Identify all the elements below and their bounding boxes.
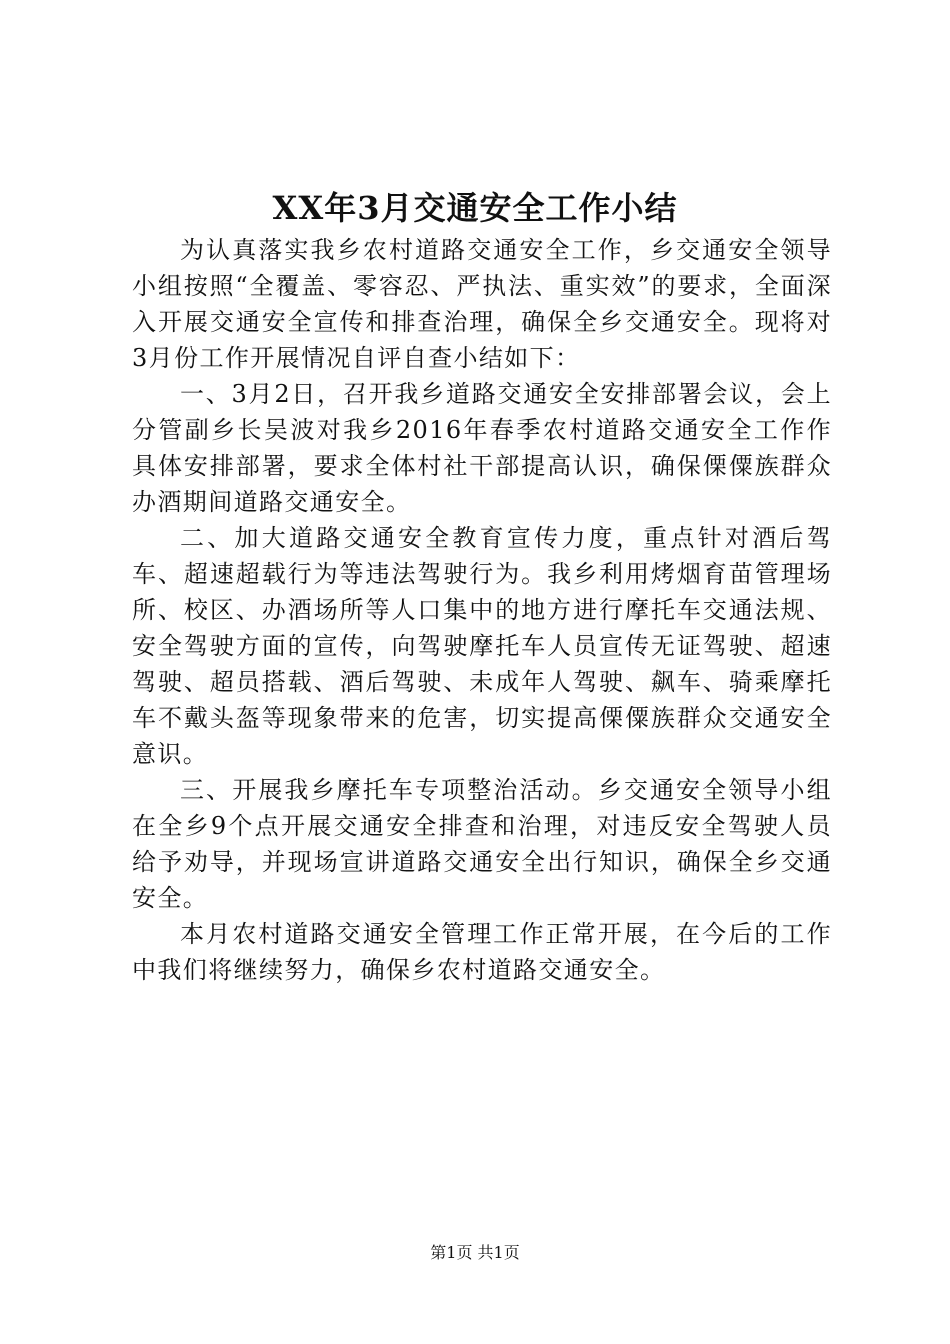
paragraph-item-3: 三、开展我乡摩托车专项整治活动。乡交通安全领导小组在全乡9个点开展交通安全排查和治理，对违反安全驾驶人员给予劝导，并现场宣讲道路交通安全出行知识，确保全乡交通安全。 <box>132 776 832 912</box>
paragraph-intro: 为认真落实我乡农村道路交通安全工作，乡交通安全领导小组按照“全覆盖、零容忍、严执法、重实效”的要求，全面深入开展交通安全宣传和排查治理，确保全乡交通安全。现将对3月份工作开展情况自评自查小结如下： <box>132 236 832 372</box>
paragraph-conclusion: 本月农村道路交通安全管理工作正常开展，在今后的工作中我们将继续努力，确保乡农村道路交通安全。 <box>132 920 832 984</box>
page-number-footer: 第1页 共1页 <box>430 1243 520 1262</box>
document-title: XX年3月交通安全工作小结 <box>272 189 678 227</box>
paragraph-item-2: 二、加大道路交通安全教育宣传力度，重点针对酒后驾车、超速超载行为等违法驾驶行为。我乡利用烤烟育苗管理场所、校区、办酒场所等人口集中的地方进行摩托车交通法规、安全驾驶方面的宣传，向驾驶摩托车人员宣传无证驾驶、超速驾驶、超员搭载、酒后驾驶、未成年人驾驶、飙车、骑乘摩托车不戴头盔等现象带来的危害，切实提高傈僳族群众交通安全意识。 <box>132 524 832 768</box>
paragraph-item-1: 一、3月2日，召开我乡道路交通安全安排部署会议，会上分管副乡长吴波对我乡2016年春季农村道路交通安全工作作具体安排部署，要求全体村社干部提高认识，确保傈僳族群众办酒期间道路交通安全。 <box>132 380 832 516</box>
document-body <box>132 232 832 988</box>
